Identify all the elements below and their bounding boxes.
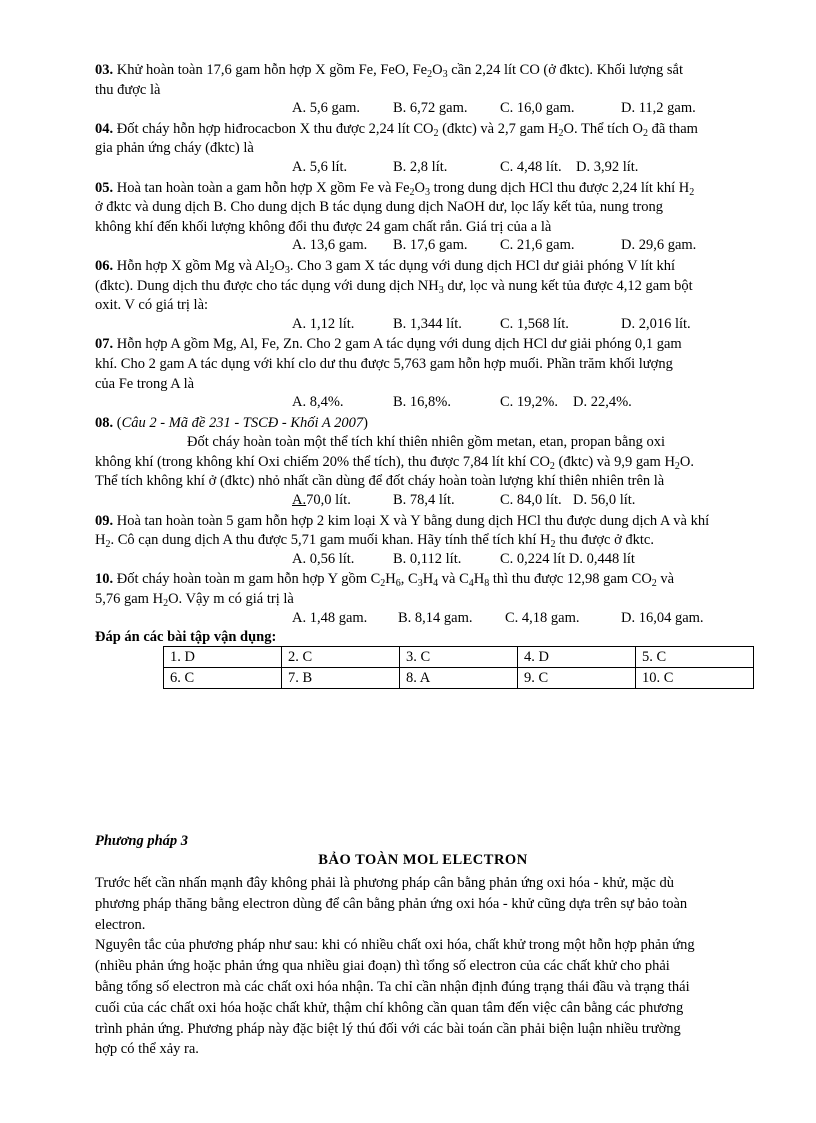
option-c: C. 84,0 lít.: [500, 492, 562, 509]
option-c: C. 16,0 gam.: [500, 100, 575, 117]
table-cell: 6. C: [164, 668, 282, 689]
table-row: [164, 647, 754, 668]
table-row: [164, 668, 754, 689]
question-number: 05.: [95, 179, 114, 196]
table-cell: 10. C: [636, 668, 754, 689]
answer-options: [95, 394, 755, 414]
table-cell: 1. D: [164, 647, 282, 668]
question-number: 04.: [95, 120, 114, 137]
option-d: D. 22,4%.: [573, 394, 632, 411]
option-b: B. 78,4 lít.: [393, 492, 455, 509]
question-04: 04. Đốt cháy hỗn hợp hiđrocacbon X thu được 2,24 lít $CO_2$ (đktc) và 2,7 gam $H_2O$. Thể tích $O_2$ đã tham gia phản ứng cháy (đktc) là A. 5,6 lít. B. 2,8 lít. C. 4,48 lít. D. 3,92 lít.: [95, 120, 755, 179]
paragraph-2: Nguyên tắc của phương pháp như sau: khi có nhiều chất oxi hóa, chất khử trong một hỗn hợp phản ứng (nhiều phản ứng hoặc phản ứng qua nhiều giai đoạn) thì tổng số electron của các chất khử cho phải bằng tổng số electron mà các chất oxi hóa nhận. Ta chỉ cần nhận định đúng trạng thái đầu và trạng thái cuối của các chất oxi hóa hoặc chất khử, thậm chí không cần quan tâm đến việc cân bằng các phương trình phản ứng. Phương pháp này đặc biệt lý thú đối với các bài toán cần phải biện luận nhiều trường hợp có thể xảy ra.: [95, 937, 695, 1058]
option-b: B. 2,8 lít.: [393, 158, 448, 175]
option-b: B. 17,6 gam.: [393, 237, 468, 254]
paragraph-1: Trước hết cần nhấn mạnh đây không phải là phương pháp cân bằng phản ứng oxi hóa - khử, mặc dù phương pháp thăng bằng electron dùng để cân bằng phản ứng oxi hóa - khử cũng dựa trên sự bảo toàn electron.: [95, 875, 688, 933]
option-a: A. 70,0 lít.: [292, 492, 351, 509]
option-a: A. 5,6 gam.: [292, 100, 361, 117]
table-cell: 7. B: [282, 668, 400, 689]
option-c-d: C. 0,224 lít D. 0,448 lít: [500, 550, 635, 567]
question-number: 07.: [95, 336, 114, 353]
option-c: C. 4,18 gam.: [505, 609, 580, 626]
answer-options: [95, 237, 755, 257]
answer-key-table: [163, 646, 754, 689]
option-d: D. 3,92 lít.: [576, 158, 639, 175]
option-c: C. 1,568 lít.: [500, 315, 569, 332]
option-d: D. 56,0 lít.: [573, 492, 636, 509]
table-cell: 3. C: [400, 647, 518, 668]
option-c: C. 19,2%.: [500, 394, 558, 411]
question-number: 08.: [95, 414, 114, 431]
question-10: 10. Đốt cháy hoàn toàn m gam hỗn hợp Y gồm $C_2H_6$, $C_3H_4$ và $C_4H_8$ thì thu được 12,98 gam $CO_2$ và 5,76 gam $H_2O$. Vậy m có giá trị là A. 1,48 gam. B. 8,14 gam. C. 4,18 gam. D. 16,04 gam.: [95, 570, 755, 629]
option-b: B. 16,8%.: [393, 394, 451, 411]
question-03: 03. Khử hoàn toàn 17,6 gam hỗn hợp X gồm Fe, FeO, $Fe_2O_3$ cần 2,24 lít CO (ở đktc). Khối lượng sắt thu được là A. 5,6 gam. B. 6,72 gam. C. 16,0 gam. D. 11,2 gam.: [95, 61, 755, 120]
question-number: 03.: [95, 62, 114, 78]
option-b: B. 1,344 lít.: [393, 315, 462, 332]
method-label: Phương pháp 3: [95, 833, 189, 849]
question-06: 06. Hỗn hợp X gồm Mg và $Al_2O_3$. Cho 3 gam X tác dụng với dung dịch HCl dư giải phóng V lít khí (đktc). Dung dịch thu được cho tác dụng với dung dịch $NH_3$ dư, lọc và nung kết tủa được 4,12 gam bột oxit. V có giá trị là: A. 1,12 lít. B. 1,344 lít. C. 1,568 lít. D. 2,016 lít.: [95, 257, 755, 335]
question-08: 08. (Câu 2 - Mã đề 231 - TSCĐ - Khối A 2007) Đốt cháy hoàn toàn một thể tích khí thiên nhiên gồm metan, etan, propan bằng oxi không khí (trong không khí Oxi chiếm 20% thể tích), thu được 7,84 lít khí $CO_2$ (đktc) và 9,9 gam $H_2O$. Thể tích không khí ở (đktc) nhỏ nhất cần dùng để đốt cháy hoàn toàn lượng khí thiên nhiên trên là A. 70,0 lít. B. 78,4 lít. C. 84,0 lít. D. 56,0 lít.: [95, 414, 755, 512]
option-d: D. 11,2 gam.: [621, 100, 696, 117]
question-source: Câu 2 - Mã đề 231 - TSCĐ - Khối A 2007: [121, 414, 364, 431]
option-a: A. 0,56 lít.: [292, 550, 355, 567]
answer-options: [95, 100, 755, 120]
question-number: 10.: [95, 571, 114, 588]
table-cell: 2. C: [282, 647, 400, 668]
option-a: A. 1,12 lít.: [292, 315, 355, 332]
option-d: D. 2,016 lít.: [621, 315, 691, 332]
option-c: C. 4,48 lít.: [500, 158, 562, 175]
option-a: A. 13,6 gam.: [292, 237, 368, 254]
option-a: A. 8,4%.: [292, 394, 344, 411]
answer-options: [95, 316, 755, 336]
table-cell: 9. C: [518, 668, 636, 689]
question-09: 09. Hoà tan hoàn toàn 5 gam hỗn hợp 2 kim loại X và Y bằng dung dịch HCl thu được dung dịch A và khí $H_2$. Cô cạn dung dịch A thu được 5,71 gam muối khan. Hãy tính thể tích khí $H_2$ thu được ở đktc. A. 0,56 lít. B. 0,112 lít. C. 0,224 lít D. 0,448 lít: [95, 512, 755, 571]
option-a: A. 1,48 gam.: [292, 609, 368, 626]
table-cell: 5. C: [636, 647, 754, 668]
option-a: A. 5,6 lít.: [292, 158, 348, 175]
option-d: D. 29,6 gam.: [621, 237, 697, 254]
table-cell: 4. D: [518, 647, 636, 668]
exercise-list: [95, 61, 755, 689]
method-description: [95, 873, 775, 1060]
question-number: 06.: [95, 257, 114, 274]
section-heading: BẢO TOÀN MOL ELECTRON: [318, 852, 528, 868]
table-cell: 8. A: [400, 668, 518, 689]
option-b: B. 8,14 gam.: [398, 609, 473, 626]
correct-answer-mark: A.: [292, 492, 307, 509]
answer-options: [95, 492, 755, 512]
option-d: D. 16,04 gam.: [621, 609, 704, 626]
option-b: B. 0,112 lít.: [393, 550, 462, 567]
question-05: 05. Hoà tan hoàn toàn a gam hỗn hợp X gồm Fe và $Fe_2O_3$ trong dung dịch HCl thu được 2,24 lít khí $H_2$ ở đktc và dung dịch B. Cho dung dịch B tác dụng dung dịch NaOH dư, lọc lấy kết tủa, nung trong không khí đến khối lượng không đổi thu được 24 gam chất rắn. Giá trị của a là A. 13,6 gam. B. 17,6 gam. C. 21,6 gam. D. 29,6 gam.: [95, 179, 755, 257]
answer-key-title: Đáp án các bài tập vận dụng:: [95, 629, 277, 646]
answer-options: [95, 551, 755, 571]
option-c: C. 21,6 gam.: [500, 237, 575, 254]
question-07: 07. Hỗn hợp A gồm Mg, Al, Fe, Zn. Cho 2 gam A tác dụng với dung dịch HCl dư giải phóng 0,1 gam khí. Cho 2 gam A tác dụng với khí clo dư thu được 5,763 gam hỗn hợp muối. Phần trăm khối lượng của Fe trong A là A. 8,4%. B. 16,8%. C. 19,2%. D. 22,4%.: [95, 335, 755, 413]
answer-options: [95, 610, 755, 630]
question-number: 09.: [95, 512, 114, 529]
option-b: B. 6,72 gam.: [393, 100, 468, 117]
answer-options: [95, 159, 755, 179]
